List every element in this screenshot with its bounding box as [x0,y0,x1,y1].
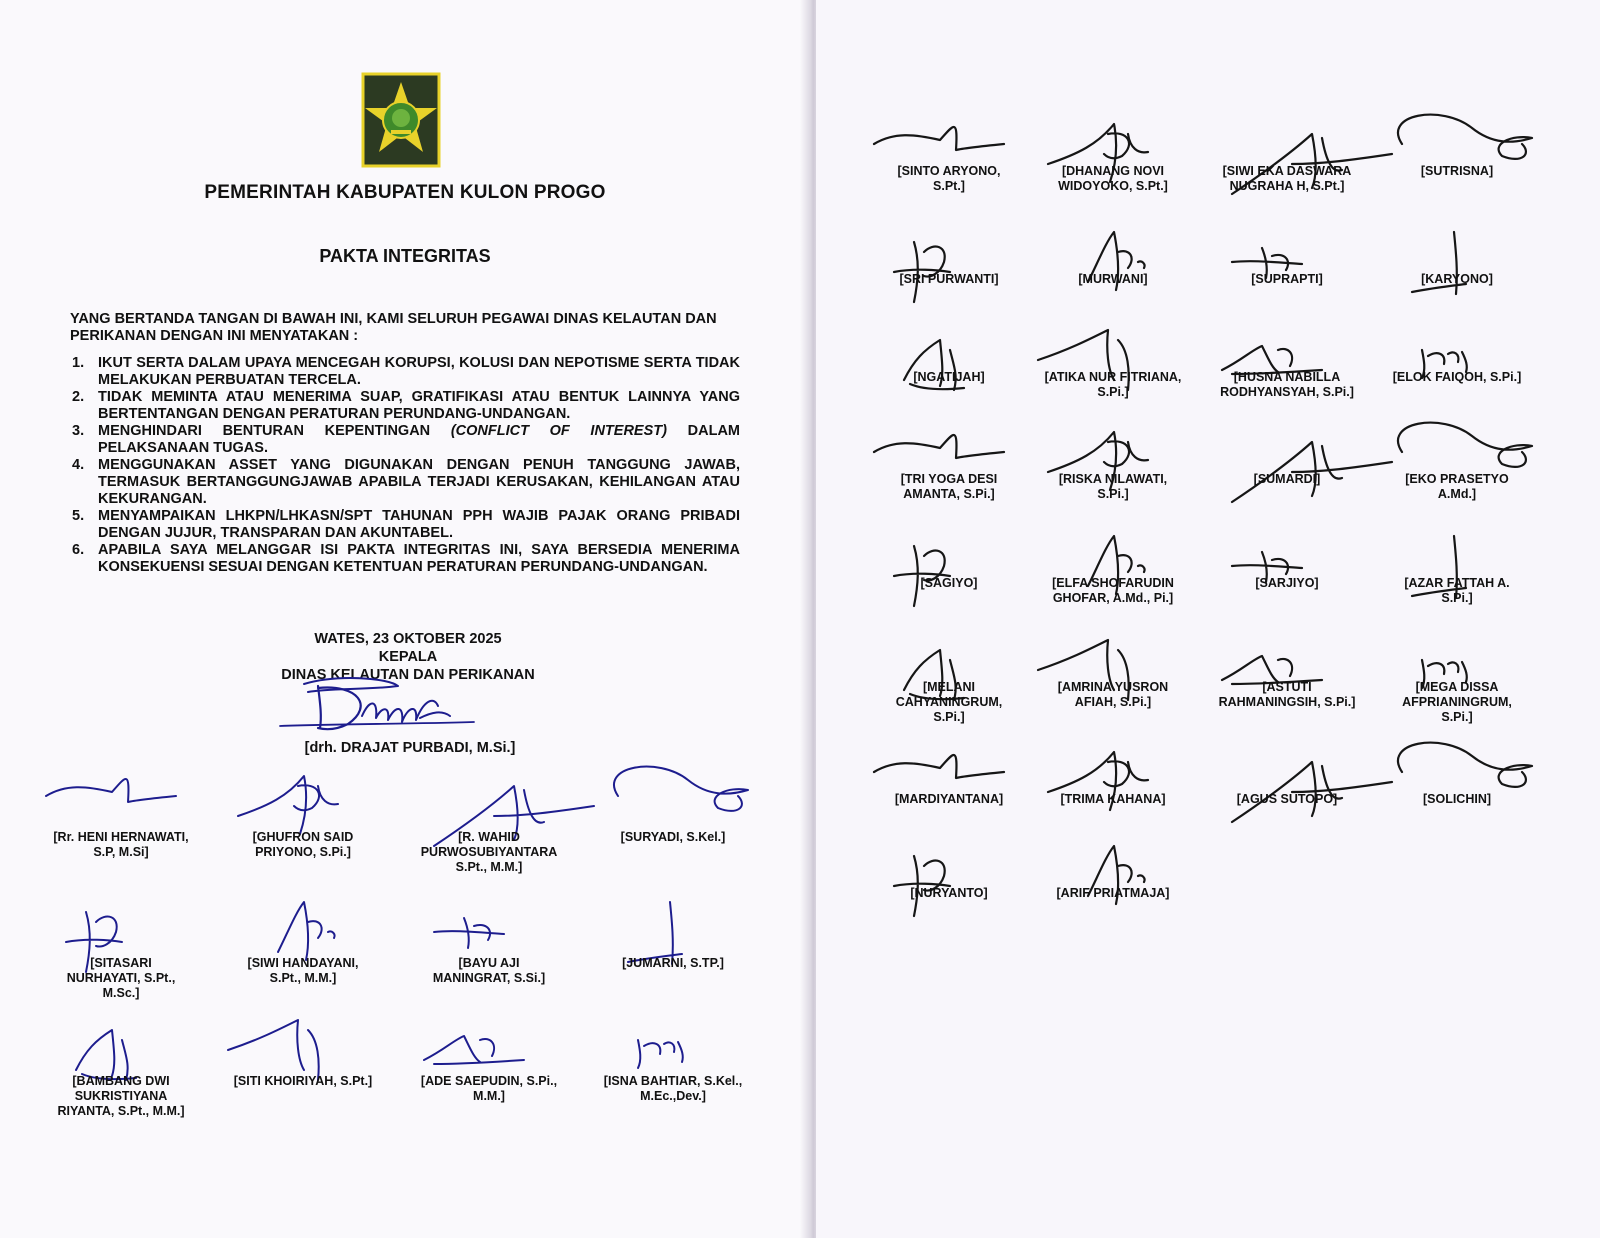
signatory-name: [SOLICHIN] [1422,792,1492,806]
handwritten-signature [208,756,398,884]
point-number: 4. [72,457,85,473]
integrity-point [70,457,740,508]
signature-stroke [1398,743,1532,787]
signature-stroke [278,902,335,960]
signatory-name: [MEGA DISSA AFPRIANINGRUM, S.Pi.] [1402,680,1512,724]
signature-stroke [46,779,176,802]
point-text-italic: (CONFLICT OF INTEREST) [450,423,667,439]
signatory-name: [SINTO ARYONO, S.Pt.] [897,164,1001,193]
head-signature [278,676,478,736]
right-signatory [1362,732,1552,860]
point-number: 3. [72,423,85,439]
signatory-name: [KARYONO] [1421,272,1493,286]
left-signatory [578,1000,768,1128]
signature-stroke [1398,115,1532,159]
handwritten-signature [578,756,768,884]
right-signatory [854,826,1044,954]
signature-stroke [1398,423,1532,467]
right-signatory [854,620,1044,748]
signatory-name: [ISNA BAHTIAR, S.Kel., M.Ec.,Dev.] [603,1074,743,1103]
signatory-name: [AGUS SUTOPO] [1236,792,1338,806]
integrity-points [70,355,740,576]
signature-stroke [238,776,338,834]
left-signatory [578,882,768,1010]
signature-stroke [874,755,1004,778]
left-signatory [208,882,398,1010]
left-signatory [394,756,584,884]
point-text: MENYAMPAIKAN LHKPN/LHKASN/SPT TAHUNAN PPH WAJIB PAJAK ORANG PRIBADI DENGAN JUJUR, TRANSPARAN DAN AKUNTABEL. [98,508,740,541]
handwritten-signature [208,1000,398,1128]
signatory-name: [SIWI EKA DASWARA NUGRAHA H, S.Pt.] [1222,164,1352,193]
signatory-name: [ELOK FAIQOH, S.Pi.] [1392,370,1522,384]
signatory-name: [SARJIYO] [1255,576,1319,590]
signatory-name: [MARDIYANTANA] [894,792,1004,806]
signature-stroke [638,1040,683,1068]
signatory-name: [NURYANTO] [910,886,988,900]
signatory-name: [SUPRAPTI] [1251,272,1323,286]
point-text: MENGHINDARI BENTURAN KEPENTINGAN [98,423,451,439]
signature-stroke [424,1036,524,1064]
signatory-name: [ADE SAEPUDIN, S.Pi., M.M.] [420,1074,558,1103]
handwritten-signature [394,1000,584,1128]
signature-stroke [874,127,1004,150]
signature-stroke [614,767,748,811]
point-text: MENGGUNAKAN ASSET YANG DIGUNAKAN DENGAN PENUH TANGGUNG JAWAB, TERMASUK BERTANGGUNGJAWAB APABILA TERJADI KERUSAKAN, KEHILANGAN ATAU KEKURANGAN. [98,457,740,507]
left-signatory [26,1000,216,1128]
agency-name: DINAS KELAUTAN DAN PERIKANAN [281,667,535,683]
handwritten-signature [26,756,216,884]
government-name: PEMERINTAH KABUPATEN KULON PROGO [204,182,606,203]
handwritten-signature [578,1000,768,1128]
signatory-name: [AZAR FATTAH A. S.Pi.] [1404,576,1510,605]
left-signatory [208,1000,398,1128]
signatory-name: [Rr. HENI HERNAWATI, S.P, M.Si] [53,830,189,859]
signature-stroke [874,435,1004,458]
signatory-name: [MURWANI] [1078,272,1148,286]
signatory-name: [TRI YOGA DESI AMANTA, S.Pi.] [900,472,998,501]
point-text: TIDAK MEMINTA ATAU MENERIMA SUAP, GRATIFIKASI ATAU BENTUK LAINNYA YANG BERTENTANGAN DENGAN PERATURAN PERUNDANG-UNDANGAN. [98,389,740,422]
signatory-name: [DHANANG NOVI WIDOYOKO, S.Pt.] [1058,164,1168,193]
statement-intro: YANG BERTANDA TANGAN DI BAWAH INI, KAMI SELURUH PEGAWAI DINAS KELAUTAN DAN PERIKANAN DENGAN INI MENYATAKAN : [70,311,717,344]
point-text: DALAM PELAKSANAAN TUGAS. [98,423,740,456]
signatory-name: [RISKA NILAWATI, S.Pi.] [1058,472,1168,501]
left-signatory [26,882,216,1010]
point-text: IKUT SERTA DALAM UPAYA MENCEGAH KORUPSI, KOLUSI DAN NEPOTISME SERTA TIDAK MELAKUKAN PERBUATAN TERCELA. [98,355,740,388]
signatory-name: [SRI PURWANTI] [899,272,999,286]
signatory-name: [GHUFRON SAID PRIYONO, S.Pi.] [252,830,354,859]
signatory-name: [MELANI CAHYANINGRUM, S.Pi.] [895,680,1003,724]
signature-stroke [628,902,682,964]
signature-stroke [76,1030,136,1080]
handwritten-signature [578,882,768,1010]
integrity-point [70,508,740,542]
signature-stroke [434,918,504,948]
right-signatory [1362,620,1552,748]
integrity-point [70,423,740,457]
signatory-name: [R. WAHID PURWOSUBIYANTARA S.Pt., M.M.] [420,830,558,874]
handwritten-signature [394,882,584,1010]
signatory-name: [ELFA SHOFARUDIN GHOFAR, A.Md., Pi.] [1052,576,1174,605]
left-signatory [394,1000,584,1128]
right-signatory [1018,826,1208,954]
left-signatory [578,756,768,884]
head-name: [drh. DRAJAT PURBADI, M.Si.] [304,740,516,756]
signatory-name: [BAYU AJI MANINGRAT, S.Si.] [432,956,546,985]
kulon-progo-coat-of-arms [361,72,441,168]
signatory-name: [SIWI HANDAYANI, S.Pt., M.M.] [247,956,359,985]
point-number: 5. [72,508,85,524]
handwritten-signature [208,882,398,1010]
right-signatory [1192,620,1382,748]
place-date: WATES, 23 OKTOBER 2025 [314,631,502,647]
left-signatory [26,756,216,884]
left-signatory [394,882,584,1010]
signatory-name: [TRIMA KAHANA] [1060,792,1166,806]
signatory-name: [SITASARI NURHAYATI, S.Pt., M.Sc.] [66,956,176,1000]
signatory-name: [NGATIJAH] [913,370,985,384]
signature-stroke [228,1020,319,1080]
signatory-name: [ASTUTI RAHMANINGSIH, S.Pi.] [1218,680,1356,709]
document-title: PAKTA INTEGRITAS [319,246,491,266]
right-signatory [1192,732,1382,860]
signatory-name: [SITI KHOIRIYAH, S.Pt.] [233,1074,373,1088]
signatory-name: [ARIF PRIATMAJA] [1056,886,1170,900]
signatory-name: [JUMARNI, S.TP.] [622,956,724,970]
point-number: 1. [72,355,85,371]
signatory-name: [ATIKA NUR FITRIANA, S.Pi.] [1044,370,1182,399]
right-signatory [1018,620,1208,748]
signatory-name: [AMRINA YUSRON AFIAH, S.Pi.] [1057,680,1169,709]
signatory-name: [SAGIYO] [920,576,978,590]
signatory-name: [SURYADI, S.Kel.] [620,830,726,844]
signatory-name: [HUSNA NABILLA RODHYANSYAH, S.Pi.] [1220,370,1354,399]
point-number: 6. [72,542,85,558]
position-title: KEPALA [378,649,438,665]
right-page [816,0,1600,1238]
signatory-name: [BAMBANG DWI SUKRISTIYANA RIYANTA, S.Pt., M.M.] [57,1074,185,1118]
signatory-name: [SUMARDI] [1253,472,1321,486]
signatory-name: [EKO PRASETYO A.Md.] [1405,472,1509,501]
point-text: APABILA SAYA MELANGGAR ISI PAKTA INTEGRITAS INI, SAYA BERSEDIA MENERIMA KONSEKUENSI SESUAI DENGAN KETENTUAN PERATURAN PERUNDANG-UNDANGAN. [98,542,740,575]
integrity-point [70,355,740,389]
integrity-point [70,389,740,423]
signatory-name: [SUTRISNA] [1420,164,1494,178]
integrity-point [70,542,740,576]
left-signatory [208,756,398,884]
point-number: 2. [72,389,85,405]
